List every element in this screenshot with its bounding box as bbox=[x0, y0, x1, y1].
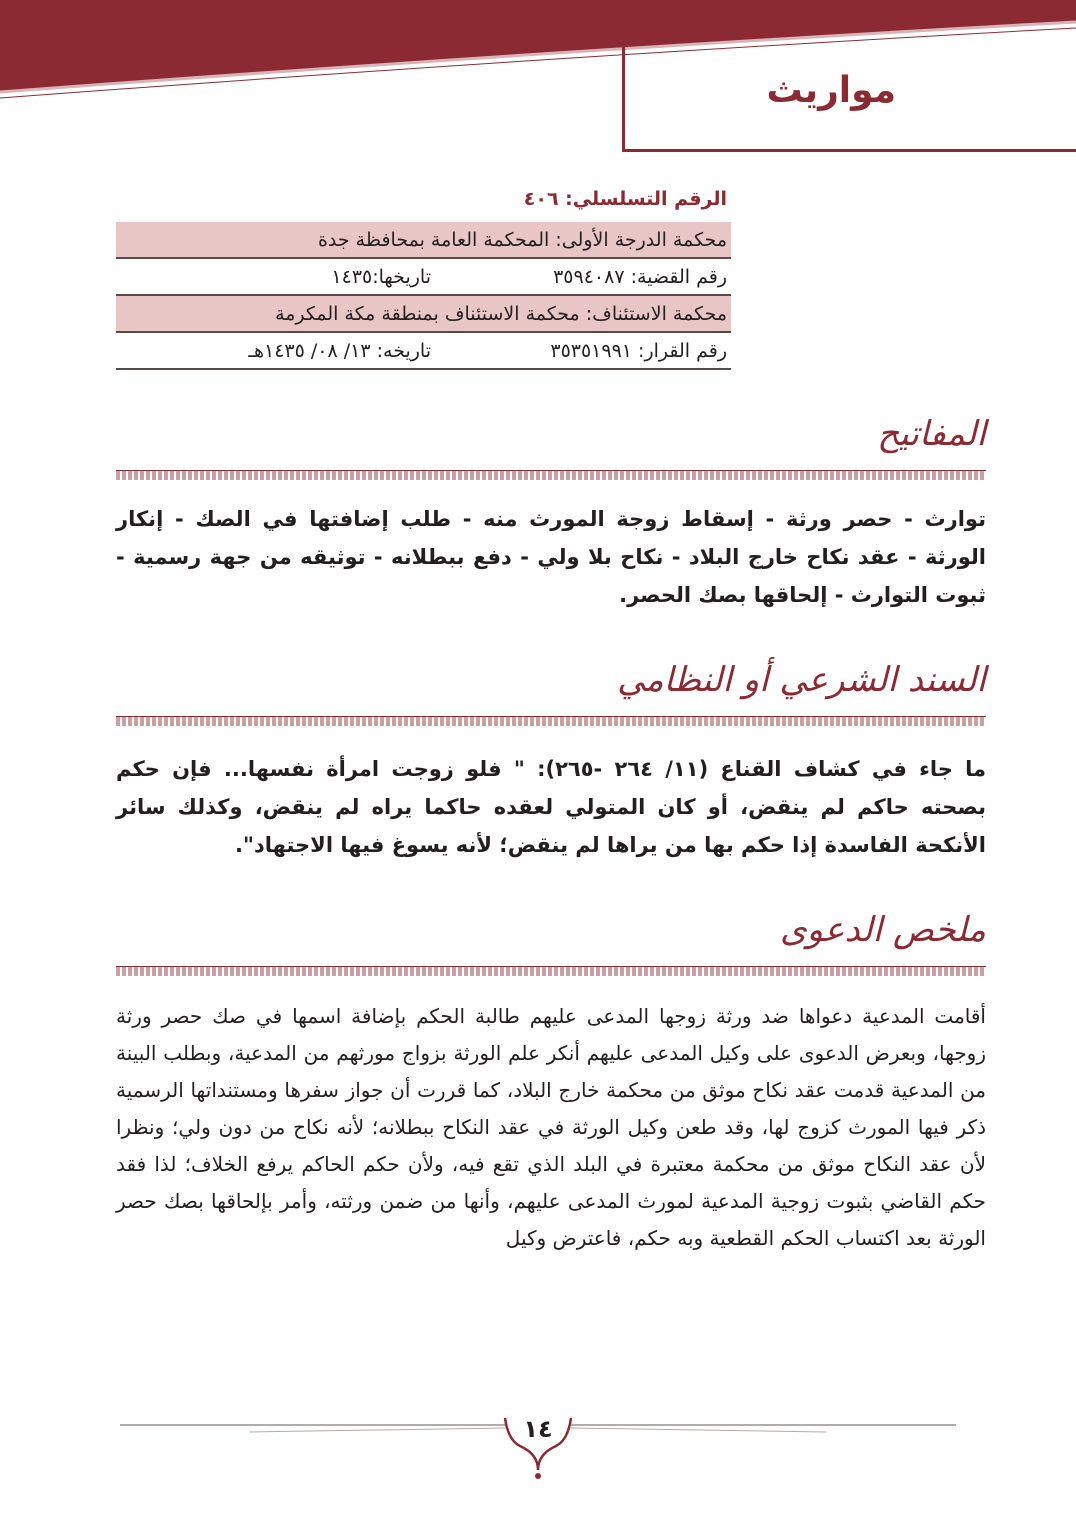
decision-number: رقم القرار: ٣٥٣٥١٩٩١ bbox=[550, 340, 727, 362]
page-title: مواريث bbox=[766, 70, 896, 111]
decision-date: تاريخه: ١٣/ ٠٨/ ١٤٣٥هـ bbox=[248, 340, 431, 362]
page-number: ١٤ bbox=[523, 1415, 553, 1443]
legal-basis-divider bbox=[116, 716, 986, 726]
first-instance-court-row bbox=[116, 222, 731, 259]
first-instance-court: محكمة الدرجة الأولى: المحكمة العامة بمحافظة جدة bbox=[317, 229, 727, 251]
serial-number: الرقم التسلسلي: ٤٠٦ bbox=[523, 188, 727, 210]
summary-divider bbox=[116, 966, 986, 976]
summary-text: أقامت المدعية دعواها ضد ورثة زوجها المدعى عليهم طالبة الحكم بإضافة اسمها في صك حصر ورثة زوجها، وبعرض الدعوى على وكيل المدعى عليهم أنكر علم الورثة بزواج مورثهم من المدعية، وبطلب البينة من المدعية قدمت عقد نكاح موثق من محكمة خارج البلاد، كما قررت أن جواز سفرها ومستنداتها الرسمية ذكر فيها المورث كزوج لها، وقد طعن وكيل الورثة في عقد النكاح ببطلانه؛ لأنه نكاح من دون ولي؛ ونظرا لأن عقد النكاح موثق من محكمة معتبرة في البلد الذي تقع فيه، ولأن حكم الحاكم يرفع الخلاف؛ لذا فقد حكم القاضي بثبوت زوجية المدعية لمورث المدعى عليهم، وأنها من ضمن ورثته، وأمر بإلحاقها بصك حصر الورثة بعد اكتساب الحكم القطعية وبه حكم، فاعترض وكيل bbox=[116, 1004, 986, 1250]
appeal-court: محكمة الاستئناف: محكمة الاستئناف بمنطقة مكة المكرمة bbox=[275, 303, 727, 325]
appeal-court-row bbox=[116, 296, 731, 333]
case-info-block bbox=[116, 182, 731, 370]
legal-basis-text: ما جاء في كشاف القناع (١١/ ٢٦٤ -٢٦٥): " فلو زوجت امرأة نفسها... فإن حكم بصحته حاكم لم ينقض، أو كان المتولي لعقده حاكما يراه لم ينقض، وكذلك سائر الأنكحة الفاسدة إذا حكم بها من يراها لم ينقض؛ لأنه يسوغ فيها الاجتهاد". bbox=[116, 757, 986, 857]
keywords-divider bbox=[116, 470, 986, 480]
case-number: رقم القضية: ٣٥٩٤٠٨٧ bbox=[553, 266, 727, 288]
summary-heading: ملخص الدعوى bbox=[780, 910, 986, 950]
case-date: تاريخها:١٤٣٥ bbox=[331, 266, 431, 288]
legal-basis-heading: السند الشرعي أو النظامي bbox=[617, 660, 986, 700]
keywords-heading: المفاتيح bbox=[877, 414, 986, 454]
case-number-row bbox=[116, 259, 731, 296]
decision-number-row bbox=[116, 333, 731, 370]
keywords-text: توارث - حصر ورثة - إسقاط زوجة المورث منه - طلب إضافتها في الصك - إنكار الورثة - عقد نكاح خارج البلاد - نكاح بلا ولي - دفع ببطلانه - توثيقه من جهة رسمية - ثبوت التوارث - إلحاقها بصك الحصر. bbox=[116, 507, 986, 607]
